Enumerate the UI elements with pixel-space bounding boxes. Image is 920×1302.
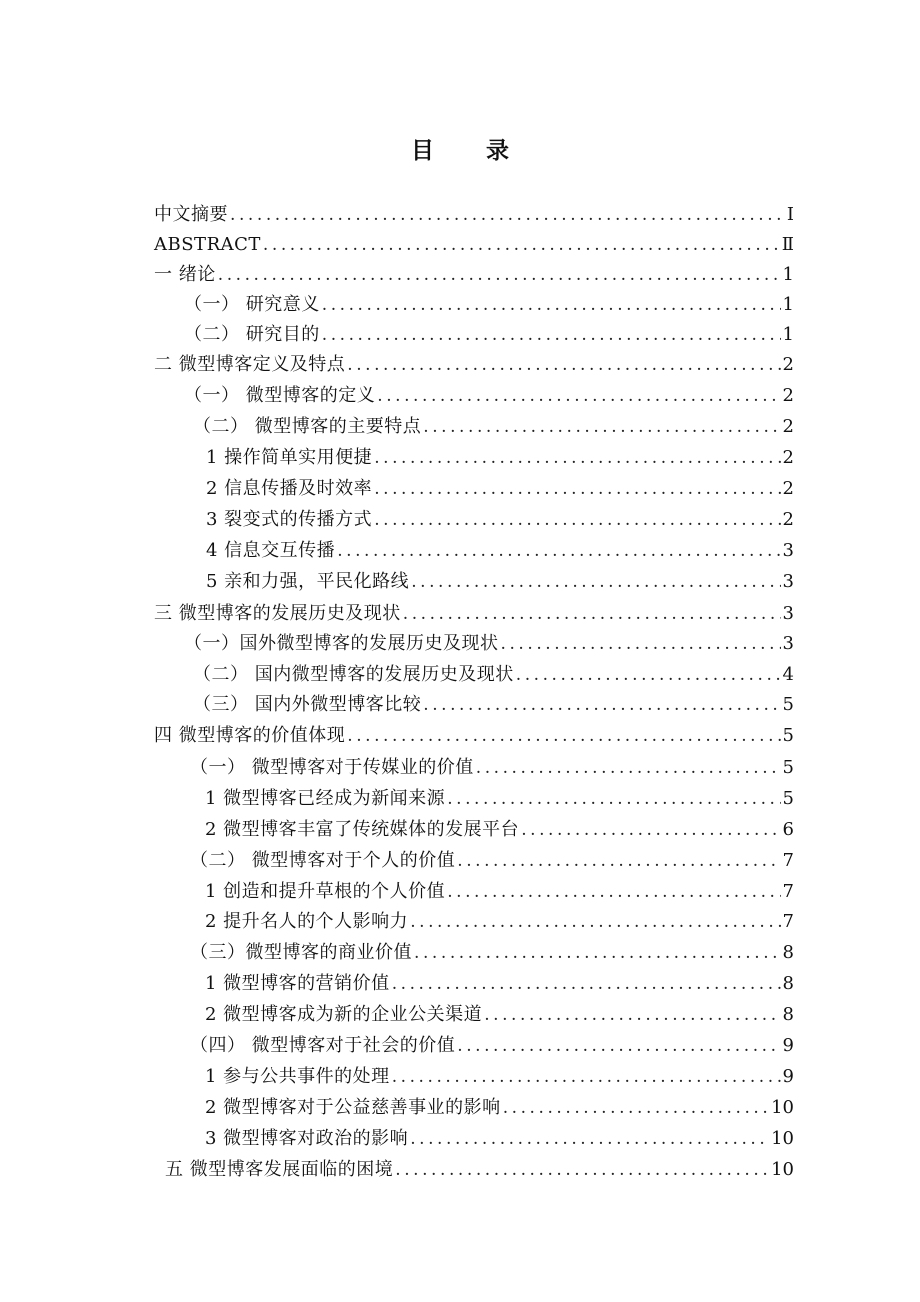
toc-entry-label: （四） 微型博客对于社会的价值	[190, 1035, 456, 1056]
toc-leader-dots	[403, 602, 781, 626]
toc-entry-label: 四 微型博客的价值体现	[154, 725, 346, 746]
toc-entry[interactable]	[190, 843, 794, 873]
toc-entry-label: （二） 研究目的	[184, 324, 320, 345]
toc-entry-page: 5	[782, 788, 794, 809]
toc-entry[interactable]	[154, 718, 794, 748]
toc-entry-label: 三 微型博客的发展历史及现状	[154, 603, 401, 624]
toc-leader-dots	[457, 849, 780, 873]
toc-leader-dots	[503, 1096, 769, 1120]
toc-entry[interactable]	[205, 812, 794, 842]
toc-entry[interactable]	[206, 564, 794, 594]
toc-entry-page: 2	[782, 509, 794, 530]
toc-leader-dots	[337, 539, 780, 563]
toc-entry-page: 1	[782, 294, 794, 315]
toc-entry-page: 5	[782, 725, 794, 746]
toc-entry-label: （二） 微型博客对于个人的价值	[190, 850, 456, 871]
toc-entry[interactable]	[184, 626, 794, 656]
toc-entry-page: 7	[782, 911, 794, 932]
toc-leader-dots	[218, 263, 781, 287]
toc-entry[interactable]	[154, 257, 794, 287]
toc-entry-label: 2 微型博客成为新的企业公关渠道	[205, 1004, 483, 1025]
toc-entry-page: 10	[771, 1128, 794, 1149]
toc-entry[interactable]	[205, 874, 794, 904]
toc-entry-label: （二） 微型博客的主要特点	[193, 416, 422, 437]
toc-entry-label: （一） 微型博客对于传媒业的价值	[190, 757, 474, 778]
toc-leader-dots	[322, 323, 781, 347]
toc-leader-dots	[392, 1065, 781, 1089]
toc-entry[interactable]	[206, 471, 794, 501]
toc-entry-label: 4 信息交互传播	[206, 540, 336, 561]
toc-entry-label: （二） 国内微型博客的发展历史及现状	[193, 664, 514, 685]
toc-entry-page: 2	[782, 478, 794, 499]
toc-leader-dots	[423, 415, 780, 439]
toc-entry[interactable]	[190, 935, 794, 965]
toc-entry-page: 2	[782, 416, 794, 437]
toc-leader-dots	[410, 910, 780, 934]
toc-leader-dots	[447, 787, 780, 811]
toc-leader-dots	[447, 880, 780, 904]
toc-leader-dots	[423, 693, 780, 717]
toc-entry[interactable]	[205, 904, 794, 934]
toc-entry-label: 中文摘要	[154, 204, 228, 225]
toc-entry-page: 5	[782, 757, 794, 778]
toc-entry[interactable]	[184, 378, 794, 408]
toc-entry-page: 8	[782, 942, 794, 963]
toc-leader-dots	[374, 477, 780, 501]
toc-entry-page: 3	[782, 633, 794, 654]
toc-entry[interactable]	[154, 596, 794, 626]
toc-entry-label: 五 微型博客发展面临的困境	[165, 1159, 394, 1180]
toc-entry-label: 3 微型博客对政治的影响	[205, 1128, 409, 1149]
toc-entry-page: 8	[782, 1004, 794, 1025]
toc-entry-label: 2 微型博客丰富了传统媒体的发展平台	[205, 819, 520, 840]
toc-entry-page: Ⅰ	[786, 204, 794, 225]
toc-entry-label: 2 信息传播及时效率	[206, 478, 373, 499]
toc-leader-dots	[374, 446, 780, 470]
toc-entry-page: 1	[782, 324, 794, 345]
toc-entry-page: 7	[782, 881, 794, 902]
toc-entry-label: ABSTRACT	[154, 234, 261, 255]
toc-leader-dots	[457, 1034, 780, 1058]
toc-entry-label: 3 裂变式的传播方式	[206, 509, 373, 530]
toc-leader-dots	[414, 941, 781, 965]
toc-leader-dots	[374, 508, 780, 532]
toc-entry-page: Ⅱ	[781, 234, 794, 255]
toc-leader-dots	[411, 570, 780, 594]
toc-entry[interactable]	[165, 1152, 794, 1182]
toc-leader-dots	[501, 632, 781, 656]
toc-leader-dots	[476, 756, 781, 780]
toc-entry-page: 10	[771, 1097, 794, 1118]
toc-entry-page: 3	[782, 571, 794, 592]
toc-entry-label: 1 微型博客的营销价值	[205, 973, 390, 994]
toc-entry-page: 9	[782, 1035, 794, 1056]
toc-entry-label: 二 微型博客定义及特点	[154, 354, 346, 375]
toc-leader-dots	[377, 384, 780, 408]
toc-entry[interactable]	[205, 1059, 794, 1089]
toc-entry-page: 3	[782, 540, 794, 561]
toc-title: 目 录	[410, 138, 531, 164]
toc-entry[interactable]	[205, 1121, 794, 1151]
toc-entry-label: 2 微型博客对于公益慈善事业的影响	[205, 1097, 501, 1118]
toc-leader-dots	[392, 972, 781, 996]
toc-entry-page: 5	[782, 694, 794, 715]
toc-entry-page: 3	[782, 603, 794, 624]
toc-entry-page: 9	[782, 1066, 794, 1087]
toc-entry[interactable]	[206, 440, 794, 470]
toc-entry[interactable]	[205, 966, 794, 996]
toc-leader-dots	[521, 818, 780, 842]
toc-entry-label: （一）国外微型博客的发展历史及现状	[184, 633, 499, 654]
toc-entry-label: 1 创造和提升草根的个人价值	[205, 881, 446, 902]
toc-entry[interactable]	[154, 347, 794, 377]
toc-entry-page: 4	[782, 664, 794, 685]
toc-entry[interactable]	[206, 533, 794, 563]
toc-entry-page: 7	[782, 850, 794, 871]
toc-entry-page: 2	[782, 447, 794, 468]
toc-leader-dots	[395, 1158, 769, 1182]
toc-entry[interactable]	[190, 1028, 794, 1058]
toc-entry[interactable]	[205, 1090, 794, 1120]
toc-entry[interactable]	[190, 750, 794, 780]
toc-entry[interactable]	[193, 657, 794, 687]
toc-entry-page: 6	[782, 819, 794, 840]
toc-entry[interactable]	[154, 197, 794, 227]
toc-entry-label: （三） 国内外微型博客比较	[193, 694, 422, 715]
toc-entry[interactable]	[206, 502, 794, 532]
toc-entry[interactable]	[184, 317, 794, 347]
toc-entry-page: 2	[782, 385, 794, 406]
toc-leader-dots	[516, 663, 781, 687]
toc-entry[interactable]	[184, 287, 794, 317]
toc-entry-label: 5 亲和力强，平民化路线	[206, 571, 410, 592]
toc-entry-label: 2 提升名人的个人影响力	[205, 911, 409, 932]
toc-leader-dots	[263, 233, 780, 257]
toc-entry[interactable]	[193, 409, 794, 439]
toc-entry-label: 1 微型博客已经成为新闻来源	[205, 788, 446, 809]
toc-leader-dots	[322, 293, 781, 317]
toc-entry[interactable]	[154, 227, 794, 257]
toc-leader-dots	[230, 203, 785, 227]
toc-leader-dots	[347, 353, 780, 377]
toc-leader-dots	[410, 1127, 769, 1151]
toc-entry-label: （一） 研究意义	[184, 294, 320, 315]
toc-entry-page: 10	[771, 1159, 794, 1180]
toc-leader-dots	[484, 1003, 780, 1027]
toc-entry-page: 1	[782, 264, 794, 285]
toc-entry-page: 2	[782, 354, 794, 375]
toc-leader-dots	[347, 724, 780, 748]
toc-entry[interactable]	[193, 687, 794, 717]
toc-entry-label: 1 参与公共事件的处理	[205, 1066, 390, 1087]
toc-entry-label: （三）微型博客的商业价值	[190, 942, 412, 963]
toc-entry-label: （一） 微型博客的定义	[184, 385, 376, 406]
toc-entry[interactable]	[205, 997, 794, 1027]
toc-entry-page: 8	[782, 973, 794, 994]
toc-entry[interactable]	[205, 781, 794, 811]
toc-entry-label: 1 操作简单实用便捷	[206, 447, 373, 468]
toc-entry-label: 一 绪论	[154, 264, 216, 285]
